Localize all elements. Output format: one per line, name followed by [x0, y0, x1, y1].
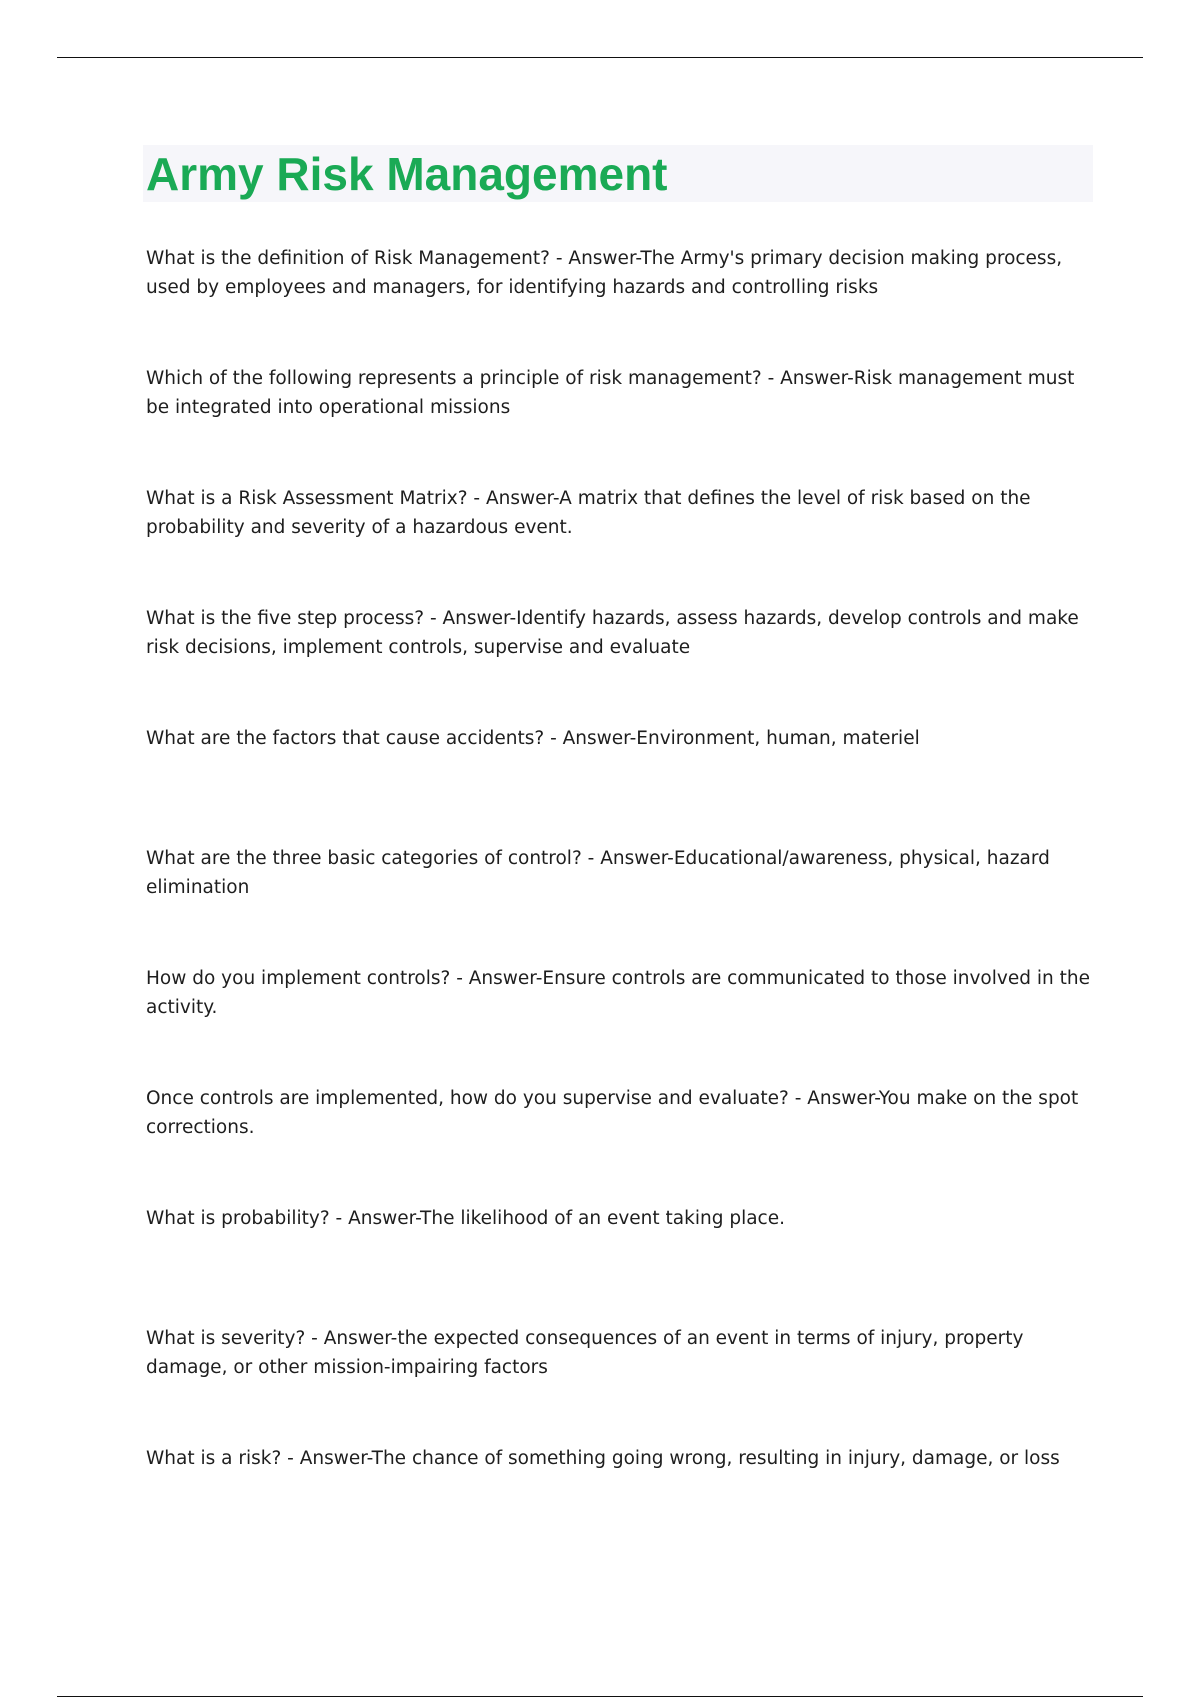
qa-item: How do you implement controls? - Answer-Ensure controls are communicated to those involved in the activity. [146, 968, 1090, 1018]
qa-item: What are the three basic categories of control? - Answer-Educational/awareness, physical, hazard elimination [146, 848, 1050, 898]
qa-item: Once controls are implemented, how do you supervise and evaluate? - Answer-You make on the spot corrections. [146, 1088, 1079, 1138]
qa-list [146, 244, 1096, 1564]
qa-item: What is the five step process? - Answer-Identify hazards, assess hazards, develop controls and make risk decisions, implement controls, supervise and evaluate [146, 608, 1079, 658]
qa-item: What is the definition of Risk Management? - Answer-The Army's primary decision making process, used by employees and managers, for identifying hazards and controlling risks [146, 248, 1063, 298]
bottom-divider [57, 1696, 1143, 1697]
qa-item: What are the factors that cause accidents? - Answer-Environment, human, materiel [146, 728, 920, 749]
qa-item: Which of the following represents a principle of risk management? - Answer-Risk management must be integrated into operational missions [146, 368, 1075, 418]
document-title: Army Risk Management [146, 148, 668, 200]
top-divider [57, 57, 1143, 58]
qa-item: What is severity? - Answer-the expected consequences of an event in terms of injury, property damage, or other mission-impairing factors [146, 1328, 1024, 1378]
qa-item: What is a risk? - Answer-The chance of something going wrong, resulting in injury, damage, or loss [146, 1448, 1060, 1469]
qa-item: What is probability? - Answer-The likelihood of an event taking place. [146, 1208, 785, 1229]
qa-item: What is a Risk Assessment Matrix? - Answer-A matrix that defines the level of risk based on the probability and severity of a hazardous event. [146, 488, 1031, 538]
